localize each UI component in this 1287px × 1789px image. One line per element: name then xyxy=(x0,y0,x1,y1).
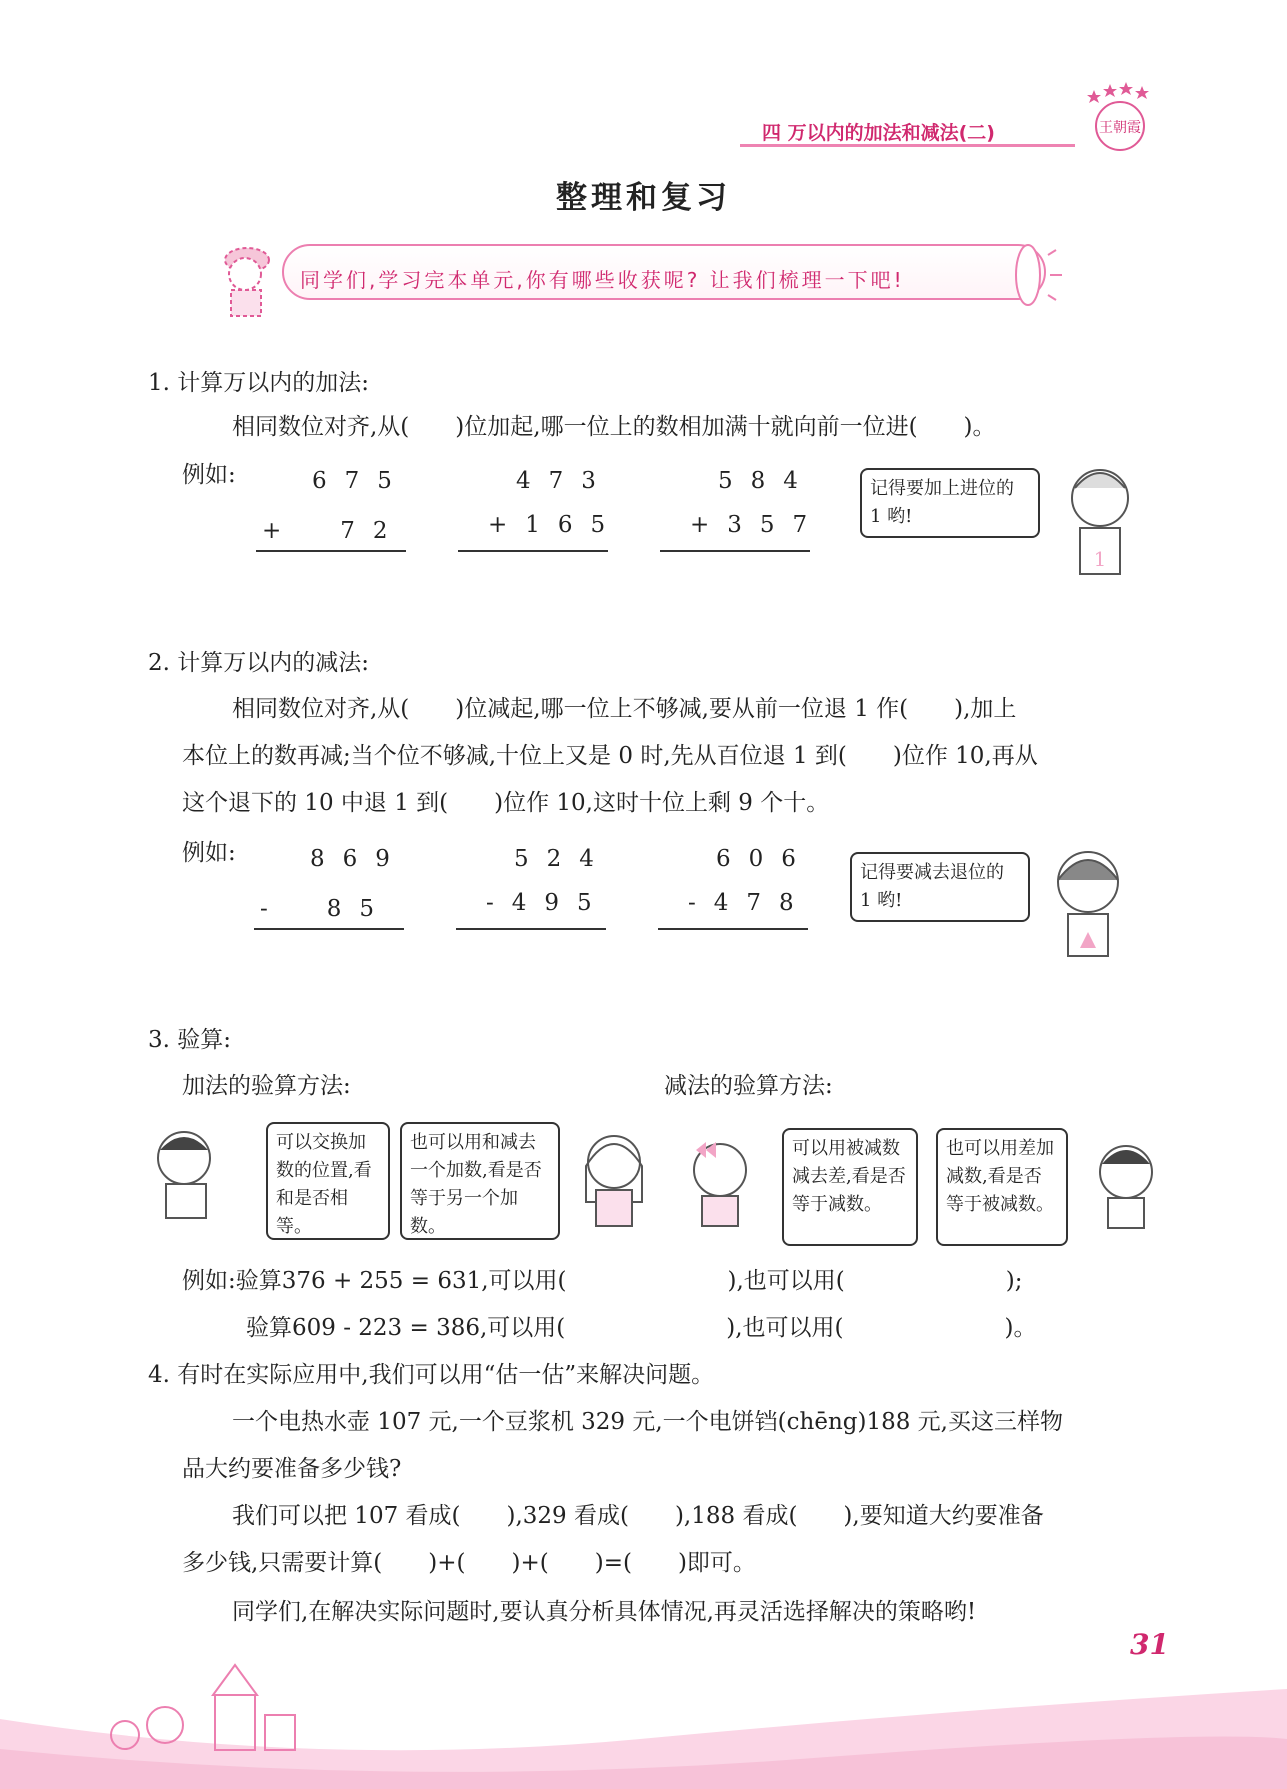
section2-example-label: 例如: xyxy=(182,840,236,866)
speaker-icon xyxy=(1008,240,1068,310)
sub-problem-3-top: 606 xyxy=(716,846,814,872)
sub-check-bubble-2: 也可以用差加减数,看是否等于被减数。 xyxy=(936,1128,1068,1246)
sub-problem-3-line xyxy=(658,928,808,930)
page-number: 31 xyxy=(1130,1628,1169,1661)
section4-line4: 多少钱,只需要计算( )+( )+( )=( )即可。 xyxy=(182,1550,756,1576)
add-problem-3-bottom: +357 xyxy=(690,512,826,538)
add-problem-3-top: 584 xyxy=(718,468,816,494)
boy-pointing-illustration xyxy=(146,1120,226,1220)
castle-illustration xyxy=(95,1655,355,1755)
logo-text: 王朝霞 xyxy=(1099,120,1141,136)
sub-check-label: 减法的验算方法: xyxy=(664,1073,833,1099)
add-problem-2-bottom: +165 xyxy=(488,512,624,538)
section4-line3: 我们可以把 107 看成( ),329 看成( ),188 看成( ),要知道大约要准备 xyxy=(232,1503,1044,1529)
section4-line2: 品大约要准备多少钱? xyxy=(182,1456,402,1482)
add-problem-3-line xyxy=(660,550,810,552)
section1-speech-bubble: 记得要加上进位的 1 哟! xyxy=(860,468,1040,538)
add-check-bubble-1: 可以交换加数的位置,看和是否相等。 xyxy=(266,1122,390,1240)
girl-illustration xyxy=(574,1122,654,1232)
section2-heading: 2. 计算万以内的减法: xyxy=(148,650,370,676)
add-problem-2-top: 473 xyxy=(516,468,614,494)
section1-heading: 1. 计算万以内的加法: xyxy=(148,370,370,396)
boy-thinking-illustration xyxy=(1055,458,1145,578)
sub-problem-2-line xyxy=(456,928,606,930)
boy-cap-illustration xyxy=(215,236,275,320)
sub-check-bubble-1: 可以用被减数减去差,看是否等于减数。 xyxy=(782,1128,918,1246)
page-title: 整理和复习 xyxy=(556,180,731,216)
sub-problem-3-bottom: -478 xyxy=(688,890,812,916)
publisher-logo xyxy=(1080,80,1160,152)
girl-bow-illustration xyxy=(680,1130,760,1230)
sub-problem-2-top: 524 xyxy=(514,846,612,872)
section1-example-label: 例如: xyxy=(182,462,236,488)
chapter-header: 四 万以内的加法和减法(二) xyxy=(762,122,995,144)
section2-line3: 这个退下的 10 中退 1 到( )位作 10,这时十位上剩 9 个十。 xyxy=(182,790,830,816)
sub-problem-2-bottom: -495 xyxy=(486,890,610,916)
section3-example2: 验算609 - 223 = 386,可以用( ),也可以用( )。 xyxy=(246,1315,1037,1341)
boy-smiling-illustration xyxy=(1086,1132,1166,1232)
section4-heading: 4. 有时在实际应用中,我们可以用“估一估”来解决问题。 xyxy=(148,1362,715,1388)
sub-problem-1-line xyxy=(254,928,404,930)
section3-example1: 例如:验算376 + 255 = 631,可以用( ),也可以用( ); xyxy=(182,1268,1023,1294)
add-problem-1-bottom: + 72 xyxy=(262,518,406,544)
sub-problem-1-bottom: - 85 xyxy=(260,896,393,922)
section3-heading: 3. 验算: xyxy=(148,1027,232,1053)
section1-rule: 相同数位对齐,从( )位加起,哪一位上的数相加满十就向前一位进( )。 xyxy=(232,414,996,440)
girl-waving-illustration xyxy=(1040,840,1130,960)
sub-problem-1-top: 869 xyxy=(310,846,408,872)
section2-line2: 本位上的数再减;当个位不够减,十位上又是 0 时,先从百位退 1 到( )位作 10,再从 xyxy=(182,743,1038,769)
section4-line1: 一个电热水壶 107 元,一个豆浆机 329 元,一个电饼铛(chēng)188 元,买这三样物 xyxy=(232,1409,1063,1435)
add-problem-1-top: 675 xyxy=(312,468,410,494)
section2-speech-bubble: 记得要减去退位的 1 哟! xyxy=(850,852,1030,922)
add-problem-1-line xyxy=(256,550,406,552)
add-check-label: 加法的验算方法: xyxy=(182,1073,351,1099)
banner-text: 同学们,学习完本单元,你有哪些收获呢? 让我们梳理一下吧! xyxy=(300,268,905,292)
add-check-bubble-2: 也可以用和减去一个加数,看是否等于另一个加数。 xyxy=(400,1122,560,1240)
section4-line5: 同学们,在解决实际问题时,要认真分析具体情况,再灵活选择解决的策略哟! xyxy=(232,1599,977,1625)
header-underline xyxy=(740,144,1075,147)
svg-text:1: 1 xyxy=(1093,547,1107,571)
section2-line1: 相同数位对齐,从( )位减起,哪一位上不够减,要从前一位退 1 作( ),加上 xyxy=(232,696,1017,722)
add-problem-2-line xyxy=(458,550,608,552)
